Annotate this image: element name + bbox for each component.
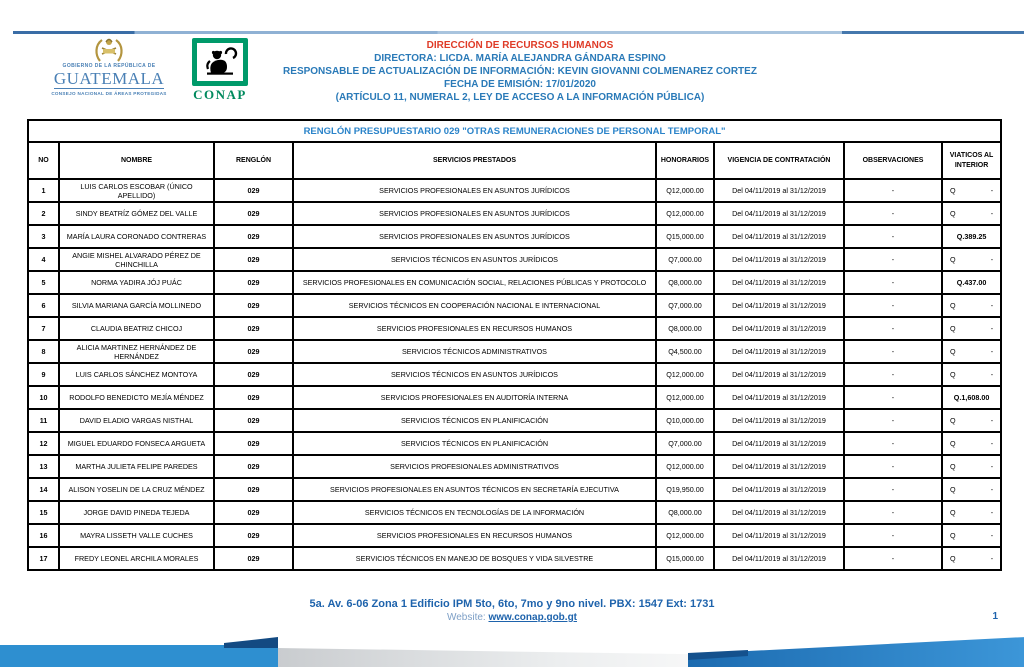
cell-nombre: JORGE DAVID PINEDA TEJEDA	[59, 501, 214, 524]
cell-no: 16	[28, 524, 59, 547]
cell-viaticos: Q -	[942, 409, 1001, 432]
cell-honorarios: Q10,000.00	[656, 409, 714, 432]
cell-renglon: 029	[214, 524, 293, 547]
website-label: Website:	[446, 612, 486, 623]
table-row	[28, 501, 1001, 524]
table-row	[28, 202, 1001, 225]
cell-nombre: RODOLFO BENEDICTO MEJÍA MÉNDEZ	[59, 386, 214, 409]
cell-servicios: SERVICIOS TÉCNICOS EN PLANIFICACIÓN	[293, 432, 656, 455]
column-header-honorarios: HONORARIOS	[656, 142, 714, 179]
cell-servicios: SERVICIOS TÉCNICOS EN MANEJO DE BOSQUES Y VIDA SILVESTRE	[293, 547, 656, 570]
cell-no: 8	[28, 340, 59, 363]
cell-nombre: FREDY LEONEL ARCHILA MORALES	[59, 547, 214, 570]
cell-nombre: ALISON YOSELIN DE LA CRUZ MÉNDEZ	[59, 478, 214, 501]
cell-no: 4	[28, 248, 59, 271]
cell-honorarios: Q12,000.00	[656, 179, 714, 202]
cell-vigencia: Del 04/11/2019 al 31/12/2019	[714, 225, 844, 248]
cell-nombre: DAVID ELADIO VARGAS NISTHAL	[59, 409, 214, 432]
cell-nombre: ALICIA MARTINEZ HERNÁNDEZ DE HERNÁNDEZ	[59, 340, 214, 363]
cell-vigencia: Del 04/11/2019 al 31/12/2019	[714, 524, 844, 547]
footer-address: 5a. Av. 6-06 Zona 1 Edificio IPM 5to, 6to, 7mo y 9no nivel. PBX: 1547 Ext: 1731	[309, 598, 715, 610]
cell-nombre: MARTHA JULIETA FELIPE PAREDES	[59, 455, 214, 478]
guatemala-logo-subtext: CONSEJO NACIONAL DE ÁREAS PROTEGIDAS	[51, 90, 167, 96]
cell-vigencia: Del 04/11/2019 al 31/12/2019	[714, 271, 844, 294]
cell-honorarios: Q12,000.00	[656, 386, 714, 409]
cell-renglon: 029	[214, 340, 293, 363]
cell-renglon: 029	[214, 363, 293, 386]
cell-viaticos: Q -	[942, 340, 1001, 363]
cell-no: 17	[28, 547, 59, 570]
cell-observaciones: -	[844, 225, 942, 248]
website-link[interactable]: www.conap.gob.gt	[488, 612, 578, 623]
cell-servicios: SERVICIOS TÉCNICOS EN COOPERACIÓN NACIONAL E INTERNACIONAL	[293, 294, 656, 317]
cell-vigencia: Del 04/11/2019 al 31/12/2019	[714, 340, 844, 363]
cell-honorarios: Q8,000.00	[656, 317, 714, 340]
cell-observaciones: -	[844, 455, 942, 478]
header-emission-date: FECHA DE EMISIÓN: 17/01/2020	[444, 79, 596, 90]
document-header	[240, 39, 800, 104]
column-header-renglon: RENGLÓN	[214, 142, 293, 179]
cell-viaticos: Q -	[942, 248, 1001, 271]
cell-renglon: 029	[214, 225, 293, 248]
cell-viaticos: Q -	[942, 317, 1001, 340]
cell-viaticos: Q -	[942, 524, 1001, 547]
cell-viaticos: Q -	[942, 432, 1001, 455]
cell-servicios: SERVICIOS TÉCNICOS ADMINISTRATIVOS	[293, 340, 656, 363]
cell-observaciones: -	[844, 386, 942, 409]
cell-observaciones: -	[844, 501, 942, 524]
cell-renglon: 029	[214, 409, 293, 432]
table-row	[28, 317, 1001, 340]
footer-website	[0, 612, 1024, 623]
cell-vigencia: Del 04/11/2019 al 31/12/2019	[714, 248, 844, 271]
cell-renglon: 029	[214, 294, 293, 317]
cell-viaticos: Q.437.00	[942, 271, 1001, 294]
table-row	[28, 524, 1001, 547]
cell-renglon: 029	[214, 179, 293, 202]
cell-vigencia: Del 04/11/2019 al 31/12/2019	[714, 317, 844, 340]
column-header-servicios: SERVICIOS PRESTADOS	[293, 142, 656, 179]
cell-viaticos: Q.389.25	[942, 225, 1001, 248]
table-title-row	[28, 120, 1001, 142]
cell-servicios: SERVICIOS PROFESIONALES EN COMUNICACIÓN SOCIAL, RELACIONES PÚBLICAS Y PROTOCOLO	[293, 271, 656, 294]
cell-vigencia: Del 04/11/2019 al 31/12/2019	[714, 386, 844, 409]
cell-observaciones: -	[844, 524, 942, 547]
top-divider-line	[13, 31, 1024, 34]
cell-vigencia: Del 04/11/2019 al 31/12/2019	[714, 455, 844, 478]
cell-servicios: SERVICIOS PROFESIONALES ADMINISTRATIVOS	[293, 455, 656, 478]
table-row	[28, 363, 1001, 386]
cell-observaciones: -	[844, 202, 942, 225]
cell-servicios: SERVICIOS TÉCNICOS EN ASUNTOS JURÍDICOS	[293, 363, 656, 386]
cell-servicios: SERVICIOS TÉCNICOS EN ASUNTOS JURÍDICOS	[293, 248, 656, 271]
cell-observaciones: -	[844, 179, 942, 202]
column-header-viaticos: VIATICOS AL INTERIOR	[942, 142, 1001, 179]
table-row	[28, 455, 1001, 478]
cell-no: 6	[28, 294, 59, 317]
cell-servicios: SERVICIOS PROFESIONALES EN AUDITORÍA INTERNA	[293, 386, 656, 409]
cell-viaticos: Q -	[942, 501, 1001, 524]
header-law-reference: (ARTÍCULO 11, NUMERAL 2, LEY DE ACCESO A LA INFORMACIÓN PÚBLICA)	[335, 92, 705, 103]
cell-observaciones: -	[844, 317, 942, 340]
cell-no: 13	[28, 455, 59, 478]
cell-renglon: 029	[214, 478, 293, 501]
cell-viaticos: Q -	[942, 294, 1001, 317]
cell-renglon: 029	[214, 547, 293, 570]
header-director: DIRECTORA: LICDA. MARÍA ALEJANDRA GÁNDARA ESPINO	[374, 53, 666, 64]
table-row	[28, 432, 1001, 455]
cell-observaciones: -	[844, 547, 942, 570]
cell-honorarios: Q15,000.00	[656, 225, 714, 248]
cell-nombre: MAYRA LISSETH VALLE CUCHES	[59, 524, 214, 547]
cell-nombre: NORMA YADIRA JÓJ PUÁC	[59, 271, 214, 294]
table-row	[28, 340, 1001, 363]
cell-honorarios: Q12,000.00	[656, 202, 714, 225]
cell-renglon: 029	[214, 386, 293, 409]
cell-nombre: SINDY BEATRÍZ GÓMEZ DEL VALLE	[59, 202, 214, 225]
table-row	[28, 225, 1001, 248]
personnel-table	[27, 119, 1002, 571]
cell-honorarios: Q4,500.00	[656, 340, 714, 363]
cell-renglon: 029	[214, 202, 293, 225]
cell-vigencia: Del 04/11/2019 al 31/12/2019	[714, 363, 844, 386]
cell-nombre: CLAUDIA BEATRIZ CHICOJ	[59, 317, 214, 340]
cell-observaciones: -	[844, 271, 942, 294]
cell-honorarios: Q12,000.00	[656, 363, 714, 386]
cell-servicios: SERVICIOS TÉCNICOS EN TECNOLOGÍAS DE LA INFORMACIÓN	[293, 501, 656, 524]
cell-honorarios: Q19,950.00	[656, 478, 714, 501]
cell-no: 10	[28, 386, 59, 409]
cell-vigencia: Del 04/11/2019 al 31/12/2019	[714, 432, 844, 455]
cell-vigencia: Del 04/11/2019 al 31/12/2019	[714, 501, 844, 524]
guatemala-logo-pretext: GOBIERNO DE LA REPÚBLICA DE	[62, 63, 156, 69]
footer-bar-right-blue	[688, 633, 1024, 667]
cell-nombre: LUIS CARLOS ESCOBAR (ÚNICO APELLIDO)	[59, 179, 214, 202]
cell-vigencia: Del 04/11/2019 al 31/12/2019	[714, 179, 844, 202]
cell-nombre: ANGIE MISHEL ALVARADO PÉREZ DE CHINCHILLA	[59, 248, 214, 271]
table-title: RENGLÓN PRESUPUESTARIO 029 "OTRAS REMUNERACIONES DE PERSONAL TEMPORAL"	[28, 120, 1001, 142]
cell-honorarios: Q12,000.00	[656, 455, 714, 478]
cell-renglon: 029	[214, 317, 293, 340]
column-header-observaciones: OBSERVACIONES	[844, 142, 942, 179]
cell-observaciones: -	[844, 340, 942, 363]
header-responsible: RESPONSABLE DE ACTUALIZACIÓN DE INFORMACIÓN: KEVIN GIOVANNI COLMENAREZ CORTEZ	[283, 66, 757, 77]
cell-vigencia: Del 04/11/2019 al 31/12/2019	[714, 409, 844, 432]
cell-viaticos: Q -	[942, 455, 1001, 478]
table-body	[28, 179, 1001, 570]
table-row	[28, 547, 1001, 570]
cell-viaticos: Q -	[942, 202, 1001, 225]
cell-nombre: MARÍA LAURA CORONADO CONTRERAS	[59, 225, 214, 248]
cell-renglon: 029	[214, 455, 293, 478]
cell-viaticos: Q -	[942, 547, 1001, 570]
cell-honorarios: Q7,000.00	[656, 294, 714, 317]
column-header-no: NO	[28, 142, 59, 179]
cell-observaciones: -	[844, 294, 942, 317]
cell-servicios: SERVICIOS PROFESIONALES EN ASUNTOS JURÍDICOS	[293, 179, 656, 202]
cell-observaciones: -	[844, 409, 942, 432]
cell-vigencia: Del 04/11/2019 al 31/12/2019	[714, 202, 844, 225]
table-row	[28, 409, 1001, 432]
table-row	[28, 294, 1001, 317]
cell-no: 5	[28, 271, 59, 294]
cell-viaticos: Q -	[942, 179, 1001, 202]
footer-bar-left-blue	[0, 645, 278, 667]
cell-renglon: 029	[214, 248, 293, 271]
cell-honorarios: Q8,000.00	[656, 271, 714, 294]
cell-observaciones: -	[844, 363, 942, 386]
cell-no: 3	[28, 225, 59, 248]
cell-vigencia: Del 04/11/2019 al 31/12/2019	[714, 478, 844, 501]
cell-viaticos: Q -	[942, 478, 1001, 501]
cell-viaticos: Q -	[942, 363, 1001, 386]
cell-no: 12	[28, 432, 59, 455]
cell-nombre: LUIS CARLOS SÁNCHEZ MONTOYA	[59, 363, 214, 386]
cell-honorarios: Q7,000.00	[656, 432, 714, 455]
conap-logo-name: CONAP	[193, 87, 247, 102]
cell-renglon: 029	[214, 501, 293, 524]
cell-no: 15	[28, 501, 59, 524]
cell-observaciones: -	[844, 248, 942, 271]
table-row	[28, 386, 1001, 409]
column-header-nombre: NOMBRE	[59, 142, 214, 179]
cell-no: 7	[28, 317, 59, 340]
cell-honorarios: Q8,000.00	[656, 501, 714, 524]
cell-no: 9	[28, 363, 59, 386]
monkey-icon	[202, 47, 238, 77]
cell-no: 1	[28, 179, 59, 202]
cell-servicios: SERVICIOS PROFESIONALES EN RECURSOS HUMANOS	[293, 317, 656, 340]
table-row	[28, 271, 1001, 294]
cell-viaticos: Q.1,608.00	[942, 386, 1001, 409]
cell-servicios: SERVICIOS TÉCNICOS EN PLANIFICACIÓN	[293, 409, 656, 432]
cell-no: 11	[28, 409, 59, 432]
column-header-vigencia: VIGENCIA DE CONTRATACIÓN	[714, 142, 844, 179]
cell-no: 14	[28, 478, 59, 501]
cell-renglon: 029	[214, 432, 293, 455]
footer-bar-left-dark-accent	[224, 637, 278, 648]
cell-servicios: SERVICIOS PROFESIONALES EN ASUNTOS TÉCNICOS EN SECRETARÍA EJECUTIVA	[293, 478, 656, 501]
cell-servicios: SERVICIOS PROFESIONALES EN ASUNTOS JURÍDICOS	[293, 225, 656, 248]
cell-observaciones: -	[844, 432, 942, 455]
guatemala-crest-icon	[92, 36, 126, 63]
cell-servicios: SERVICIOS PROFESIONALES EN RECURSOS HUMANOS	[293, 524, 656, 547]
cell-renglon: 029	[214, 271, 293, 294]
cell-observaciones: -	[844, 478, 942, 501]
footer-bar-gray	[277, 647, 747, 667]
table-header-row	[28, 142, 1001, 179]
cell-vigencia: Del 04/11/2019 al 31/12/2019	[714, 547, 844, 570]
table-row	[28, 179, 1001, 202]
cell-nombre: MIGUEL EDUARDO FONSECA ARGUETA	[59, 432, 214, 455]
table-row	[28, 248, 1001, 271]
cell-vigencia: Del 04/11/2019 al 31/12/2019	[714, 294, 844, 317]
cell-no: 2	[28, 202, 59, 225]
table-row	[28, 478, 1001, 501]
page-number: 1	[992, 611, 998, 622]
cell-servicios: SERVICIOS PROFESIONALES EN ASUNTOS JURÍDICOS	[293, 202, 656, 225]
cell-honorarios: Q15,000.00	[656, 547, 714, 570]
header-department: DIRECCIÓN DE RECURSOS HUMANOS	[426, 40, 614, 51]
cell-honorarios: Q7,000.00	[656, 248, 714, 271]
guatemala-logo-name: GUATEMALA	[53, 68, 165, 88]
cell-nombre: SILVIA MARIANA GARCÍA MOLLINEDO	[59, 294, 214, 317]
cell-honorarios: Q12,000.00	[656, 524, 714, 547]
guatemala-logo	[48, 36, 170, 96]
